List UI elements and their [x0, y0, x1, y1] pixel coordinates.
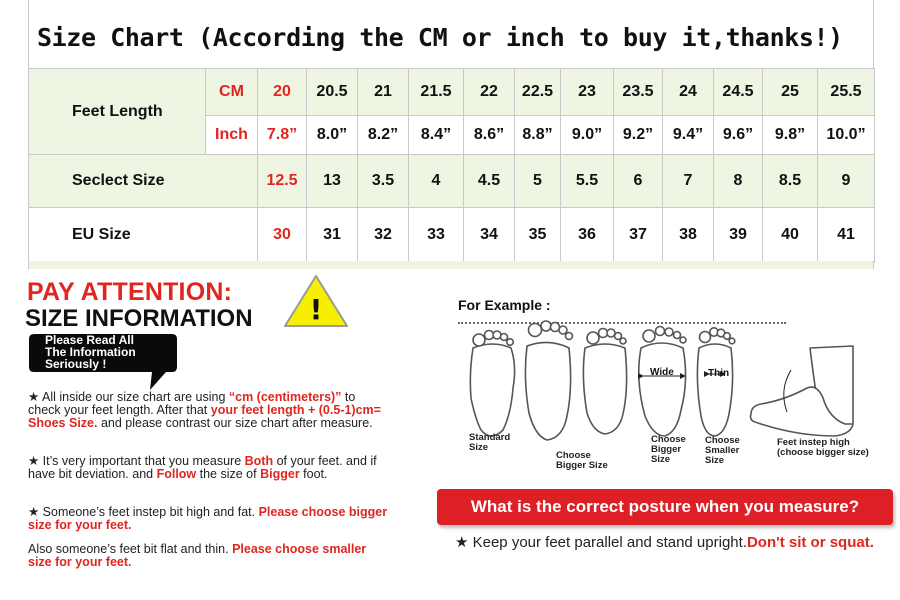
- caption-line: Standard: [469, 432, 511, 443]
- table-cell: 20: [258, 69, 307, 116]
- table-cell: 9.2”: [614, 116, 663, 155]
- table-cell: 5.5: [561, 155, 614, 208]
- wide-foot-icon: [639, 343, 686, 436]
- para-text: ★ All inside our size chart are using: [28, 390, 229, 404]
- table-cell: 8.2”: [358, 116, 409, 155]
- para-text: to check your feet length. After that: [28, 390, 356, 417]
- table-row-select-size: [29, 155, 875, 208]
- pay-attention-heading: PAY ATTENTION:: [27, 278, 233, 306]
- table-cell: 20.5: [307, 69, 358, 116]
- thin-label: Thin: [708, 368, 730, 379]
- wide-label: Wide: [650, 367, 674, 378]
- table-cell: 37: [614, 208, 663, 263]
- caption-line: Size: [651, 454, 671, 465]
- table-cell: 5: [515, 155, 561, 208]
- bubble-line: Seriously !: [45, 357, 107, 371]
- para-highlight: Please choose bigger size for your feet.: [28, 505, 388, 532]
- table-cell: 21.5: [409, 69, 464, 116]
- table-row-cm: [29, 69, 875, 116]
- table-cell: 22: [464, 69, 515, 116]
- table-cell: 32: [358, 208, 409, 263]
- size-information-heading: SIZE INFORMATION: [25, 305, 253, 332]
- table-cell: 39: [714, 208, 763, 263]
- table-cell: 38: [663, 208, 714, 263]
- posture-tip: [455, 535, 895, 550]
- caption-line: Size: [705, 455, 725, 466]
- table-cell: 24.5: [714, 69, 763, 116]
- eu-size-label: EU Size: [29, 208, 258, 263]
- feet-length-label: Feet Length: [29, 69, 206, 155]
- table-cell: 40: [763, 208, 818, 263]
- caption-choose-smaller: [705, 436, 740, 466]
- table-cell: 8.4”: [409, 116, 464, 155]
- table-cell: 31: [307, 208, 358, 263]
- para-text: ★ It’s very important that you measure: [28, 454, 245, 468]
- table-cell: 8.8”: [515, 116, 561, 155]
- table-cell: 25: [763, 69, 818, 116]
- table-cell: 6: [614, 155, 663, 208]
- table-cell: 9.4”: [663, 116, 714, 155]
- para-text: of your feet. and if have bit deviation. and: [28, 454, 377, 481]
- table-cell: 4: [409, 155, 464, 208]
- caption-line: Bigger: [651, 444, 682, 455]
- size-table: [28, 68, 875, 263]
- para-highlight: your feet length + (0.5-1)cm= Shoes Size.: [28, 403, 381, 430]
- table-cell: 10.0”: [818, 116, 875, 155]
- table-cell: 35: [515, 208, 561, 263]
- para-highlight: Follow: [156, 467, 197, 481]
- table-cell: 9.8”: [763, 116, 818, 155]
- table-cell: 8.6”: [464, 116, 515, 155]
- table-cell: 41: [818, 208, 875, 263]
- caption-line: Choose: [651, 434, 686, 445]
- table-cell: 30: [258, 208, 307, 263]
- cm-unit-label: CM: [206, 69, 258, 116]
- caption-line: Smaller: [705, 445, 740, 456]
- inch-unit-label: Inch: [206, 116, 258, 155]
- size-chart-title: Size Chart (According the CM or inch to buy it,thanks!): [28, 0, 874, 68]
- para-text: ★ Someone’s feet instep bit high and fat.: [28, 505, 259, 519]
- table-cell: 22.5: [515, 69, 561, 116]
- tip-text: ★ Keep your feet parallel and stand upright.: [455, 534, 747, 551]
- table-cell: 9: [818, 155, 875, 208]
- table-cell: 3.5: [358, 155, 409, 208]
- info-paragraph-flat-feet: [28, 543, 388, 569]
- caption-line: Bigger Size: [556, 460, 608, 471]
- caption-instep-high: [777, 438, 869, 458]
- select-size-label: Seclect Size: [29, 155, 258, 208]
- thin-foot-icon: [697, 344, 732, 436]
- para-text: the size of: [196, 467, 261, 481]
- bubble-text: [45, 334, 175, 370]
- table-cell: 9.6”: [714, 116, 763, 155]
- table-row-eu-size: [29, 208, 875, 263]
- para-highlight: Both: [244, 454, 274, 468]
- table-cell: 7.8”: [258, 116, 307, 155]
- table-cell: 8.0”: [307, 116, 358, 155]
- caption-line: Choose: [556, 450, 591, 461]
- bigger-foot-icon: [525, 342, 570, 440]
- para-text: and please contrast our size chart after measure.: [97, 416, 373, 430]
- table-cell: 24: [663, 69, 714, 116]
- table-cell: 21: [358, 69, 409, 116]
- caption-standard-size: [469, 433, 510, 453]
- info-paragraph-cm: [28, 391, 388, 430]
- table-cell: 13: [307, 155, 358, 208]
- posture-question-banner: What is the correct posture when you measure?: [437, 489, 893, 525]
- info-paragraph-high-instep: [28, 506, 388, 532]
- para-highlight: Please choose smaller size for your feet.: [28, 542, 367, 569]
- caption-line: (choose bigger size): [777, 447, 869, 458]
- table-cell: 33: [409, 208, 464, 263]
- table-cell: 23: [561, 69, 614, 116]
- table-cell: 36: [561, 208, 614, 263]
- info-paragraph-both-feet: [28, 455, 388, 481]
- bubble-line: The Information: [45, 345, 136, 359]
- table-cell: 7: [663, 155, 714, 208]
- para-text: Also someone’s feet bit flat and thin.: [28, 542, 233, 556]
- for-example-heading: For Example :: [458, 297, 551, 313]
- caption-line: Choose: [705, 435, 740, 446]
- table-cell: 8: [714, 155, 763, 208]
- table-cell: 8.5: [763, 155, 818, 208]
- standard-foot-icon: [470, 344, 514, 436]
- caption-line: Feet instep high: [777, 437, 850, 448]
- caption-choose-bigger-wide: [651, 435, 686, 465]
- tip-highlight: Don't sit or squat.: [746, 534, 874, 551]
- bubble-line: Please Read All: [45, 333, 134, 347]
- table-cell: 23.5: [614, 69, 663, 116]
- table-bottom-band: [28, 261, 874, 269]
- table-cell: 4.5: [464, 155, 515, 208]
- table-cell: 34: [464, 208, 515, 263]
- para-highlight: “cm (centimeters)”: [228, 390, 342, 404]
- table-cell: 12.5: [258, 155, 307, 208]
- para-text: foot.: [299, 467, 328, 481]
- caption-line: Size: [469, 442, 489, 453]
- warning-icon: [283, 274, 349, 328]
- caption-choose-bigger: [556, 451, 608, 471]
- table-cell: 9.0”: [561, 116, 614, 155]
- para-highlight: Bigger: [260, 467, 300, 481]
- table-cell: 25.5: [818, 69, 875, 116]
- normal-foot-icon: [583, 344, 626, 434]
- warning-symbol: !: [309, 293, 323, 326]
